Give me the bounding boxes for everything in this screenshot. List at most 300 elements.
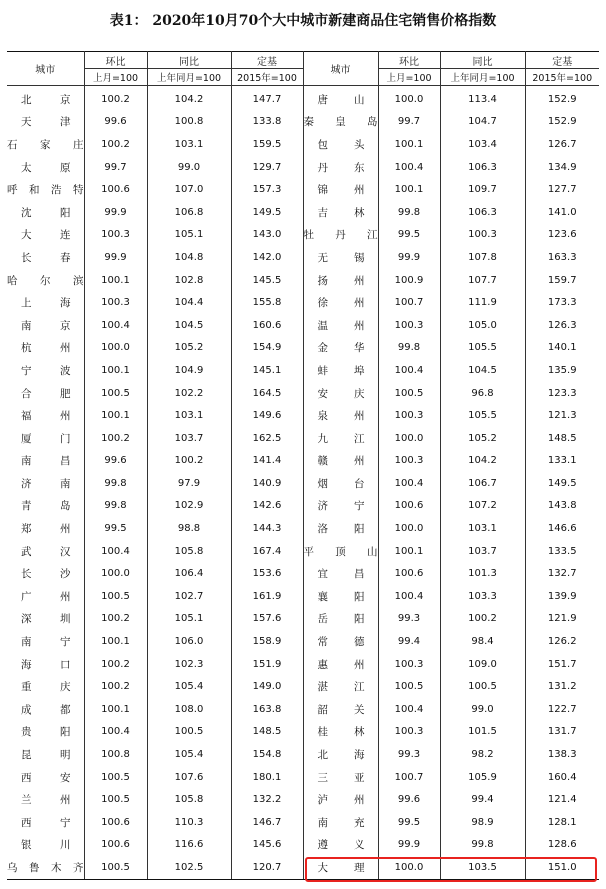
highlight-box xyxy=(305,857,597,882)
mom-cell-right: 100.4 xyxy=(378,698,440,721)
base-cell-right: 146.6 xyxy=(547,523,577,535)
city-cell-left: 杭州 xyxy=(7,337,84,360)
header-city-right: 城市 xyxy=(303,52,378,86)
mom-cell-right: 100.3 xyxy=(378,404,440,427)
city-cell-left: 济南 xyxy=(7,472,84,495)
mom-cell-right: 100.1 xyxy=(378,178,440,201)
yoy-cell-left: 116.6 xyxy=(147,834,231,857)
city-cell-left: 长沙 xyxy=(7,562,84,585)
city-cell-right: 三亚 xyxy=(303,766,378,789)
table-row xyxy=(7,585,599,608)
city-cell-right: 温州 xyxy=(303,314,378,337)
base-cell-left: 145.5 xyxy=(231,269,303,292)
base-cell-left: 160.6 xyxy=(231,314,303,337)
yoy-cell-left: 105.1 xyxy=(147,608,231,631)
mom-cell-left: 99.9 xyxy=(84,246,147,269)
city-cell-right: 九江 xyxy=(303,427,378,450)
mom-cell-left: 100.1 xyxy=(84,359,147,382)
city-cell-left: 大连 xyxy=(7,224,84,247)
base-cell-right: 128.6 xyxy=(547,839,577,851)
mom-cell-right: 100.1 xyxy=(378,540,440,563)
header-mom-right: 环比 xyxy=(378,52,440,69)
base-cell-left: 159.5 xyxy=(231,133,303,156)
city-cell-left: 青岛 xyxy=(7,495,84,518)
mom-cell-left: 100.2 xyxy=(84,133,147,156)
base-cell-left: 147.7 xyxy=(231,86,303,111)
city-cell-left: 福州 xyxy=(7,404,84,427)
base-cell-left: 163.8 xyxy=(231,698,303,721)
city-cell-right: 平顶山 xyxy=(303,540,378,563)
base-cell-right: 121.9 xyxy=(547,613,577,625)
base-cell-left: 148.5 xyxy=(231,721,303,744)
city-cell-left: 兰州 xyxy=(7,788,84,811)
mom-cell-left: 100.2 xyxy=(84,653,147,676)
mom-cell-right: 99.9 xyxy=(378,834,440,857)
base-cell-left: 154.9 xyxy=(231,337,303,360)
base-cell-right: 127.7 xyxy=(547,184,577,196)
city-cell-right: 包头 xyxy=(303,133,378,156)
yoy-cell-left: 105.4 xyxy=(147,743,231,766)
mom-cell-left: 99.6 xyxy=(84,111,147,134)
yoy-cell-right: 99.0 xyxy=(440,698,525,721)
yoy-cell-left: 106.8 xyxy=(147,201,231,224)
base-cell-left: 161.9 xyxy=(231,585,303,608)
city-cell-left: 合肥 xyxy=(7,382,84,405)
city-cell-right: 襄阳 xyxy=(303,585,378,608)
yoy-cell-right: 103.3 xyxy=(440,585,525,608)
base-cell-right: 121.4 xyxy=(547,794,577,806)
mom-cell-left: 100.5 xyxy=(84,585,147,608)
header-base-left: 定基 xyxy=(231,52,303,69)
base-cell-left: 162.5 xyxy=(231,427,303,450)
table-body xyxy=(7,86,599,880)
table-row xyxy=(7,337,599,360)
city-cell-right: 宜昌 xyxy=(303,562,378,585)
yoy-cell-right: 104.2 xyxy=(440,450,525,473)
yoy-cell-right: 107.8 xyxy=(440,246,525,269)
city-cell-left: 南京 xyxy=(7,314,84,337)
mom-cell-left: 99.8 xyxy=(84,495,147,518)
yoy-cell-left: 106.0 xyxy=(147,630,231,653)
mom-cell-right: 100.6 xyxy=(378,495,440,518)
mom-cell-left: 100.1 xyxy=(84,404,147,427)
base-cell-right: 140.1 xyxy=(547,342,577,354)
base-cell-right: 151.0 xyxy=(525,856,599,879)
city-cell-right: 牡丹江 xyxy=(303,224,378,247)
city-cell-left: 郑州 xyxy=(7,517,84,540)
table-row xyxy=(7,788,599,811)
city-cell-left: 广州 xyxy=(7,585,84,608)
mom-cell-right: 99.3 xyxy=(378,608,440,631)
yoy-cell-left: 105.1 xyxy=(147,224,231,247)
mom-cell-left: 100.5 xyxy=(84,382,147,405)
header-base-sub-right: 2015年=100 xyxy=(525,69,599,86)
city-cell-right: 赣州 xyxy=(303,450,378,473)
yoy-cell-right: 100.2 xyxy=(440,608,525,631)
yoy-cell-left: 103.1 xyxy=(147,133,231,156)
yoy-cell-left: 103.1 xyxy=(147,404,231,427)
yoy-cell-right: 103.5 xyxy=(440,856,525,879)
city-cell-left: 太原 xyxy=(7,156,84,179)
city-cell-left: 天津 xyxy=(7,111,84,134)
mom-cell-right: 100.4 xyxy=(378,359,440,382)
mom-cell-right: 100.9 xyxy=(378,269,440,292)
mom-cell-left: 100.5 xyxy=(84,788,147,811)
yoy-cell-left: 102.2 xyxy=(147,382,231,405)
mom-cell-right: 99.3 xyxy=(378,743,440,766)
header-base-sub-left: 2015年=100 xyxy=(231,69,303,86)
table-row xyxy=(7,834,599,857)
yoy-cell-left: 107.6 xyxy=(147,766,231,789)
mom-cell-right: 99.4 xyxy=(378,630,440,653)
yoy-cell-left: 104.2 xyxy=(147,86,231,111)
mom-cell-right: 100.4 xyxy=(378,585,440,608)
table-row xyxy=(7,133,599,156)
city-cell-right: 秦皇岛 xyxy=(303,111,378,134)
base-cell-right: 121.3 xyxy=(547,410,577,422)
mom-cell-left: 100.3 xyxy=(84,291,147,314)
city-cell-right: 无锡 xyxy=(303,246,378,269)
base-cell-left: 151.9 xyxy=(231,653,303,676)
yoy-cell-right: 113.4 xyxy=(440,86,525,111)
base-cell-left: 142.0 xyxy=(231,246,303,269)
base-cell-left: 140.9 xyxy=(231,472,303,495)
yoy-cell-right: 105.9 xyxy=(440,766,525,789)
table-row xyxy=(7,743,599,766)
city-cell-left: 石家庄 xyxy=(7,133,84,156)
city-cell-right: 大理 xyxy=(303,856,378,879)
table-row xyxy=(7,653,599,676)
base-cell-left: 143.0 xyxy=(231,224,303,247)
base-cell-left: 146.7 xyxy=(231,811,303,834)
base-cell-right: 123.3 xyxy=(547,387,577,399)
yoy-cell-left: 102.3 xyxy=(147,653,231,676)
city-cell-left: 沈阳 xyxy=(7,201,84,224)
mom-cell-right: 99.8 xyxy=(378,201,440,224)
base-cell-right: 152.9 xyxy=(547,116,577,128)
yoy-cell-right: 99.8 xyxy=(440,834,525,857)
yoy-cell-left: 102.5 xyxy=(147,856,231,879)
mom-cell-left: 100.6 xyxy=(84,834,147,857)
base-cell-left: 145.1 xyxy=(231,359,303,382)
city-cell-right: 岳阳 xyxy=(303,608,378,631)
mom-cell-left: 100.2 xyxy=(84,675,147,698)
yoy-cell-left: 98.8 xyxy=(147,517,231,540)
table-row xyxy=(7,314,599,337)
yoy-cell-right: 109.7 xyxy=(440,178,525,201)
table-row xyxy=(7,291,599,314)
city-cell-right: 蚌埠 xyxy=(303,359,378,382)
header-city-left: 城市 xyxy=(7,52,84,86)
city-cell-right: 湛江 xyxy=(303,675,378,698)
base-cell-right: 160.4 xyxy=(547,771,577,783)
yoy-cell-left: 100.5 xyxy=(147,721,231,744)
table-row xyxy=(7,811,599,834)
mom-cell-right: 100.0 xyxy=(378,856,440,879)
mom-cell-right: 99.9 xyxy=(378,246,440,269)
base-cell-right: 159.7 xyxy=(547,274,577,286)
yoy-cell-right: 105.5 xyxy=(440,404,525,427)
city-cell-left: 贵阳 xyxy=(7,721,84,744)
yoy-cell-left: 100.8 xyxy=(147,111,231,134)
yoy-cell-left: 105.8 xyxy=(147,540,231,563)
mom-cell-right: 99.5 xyxy=(378,224,440,247)
city-cell-right: 洛阳 xyxy=(303,517,378,540)
city-cell-left: 西宁 xyxy=(7,811,84,834)
city-cell-left: 海口 xyxy=(7,653,84,676)
base-cell-right: 131.2 xyxy=(547,681,577,693)
base-cell-right: 141.0 xyxy=(547,206,577,218)
mom-cell-right: 100.5 xyxy=(378,675,440,698)
yoy-cell-left: 105.2 xyxy=(147,337,231,360)
yoy-cell-right: 111.9 xyxy=(440,291,525,314)
table-row xyxy=(7,201,599,224)
base-cell-left: 132.2 xyxy=(231,788,303,811)
table-row xyxy=(7,269,599,292)
base-cell-right: 163.3 xyxy=(547,251,577,263)
city-cell-left: 深圳 xyxy=(7,608,84,631)
base-cell-right: 143.8 xyxy=(547,500,577,512)
base-cell-right: 138.3 xyxy=(547,749,577,761)
base-cell-left: 180.1 xyxy=(231,766,303,789)
city-cell-right: 锦州 xyxy=(303,178,378,201)
city-cell-left: 重庆 xyxy=(7,675,84,698)
table-row xyxy=(7,382,599,405)
base-cell-left: 154.8 xyxy=(231,743,303,766)
yoy-cell-right: 99.4 xyxy=(440,788,525,811)
mom-cell-left: 100.3 xyxy=(84,224,147,247)
city-cell-right: 常德 xyxy=(303,630,378,653)
header-mom-sub-right: 上月=100 xyxy=(378,69,440,86)
yoy-cell-left: 102.9 xyxy=(147,495,231,518)
city-cell-left: 长春 xyxy=(7,246,84,269)
city-cell-left: 乌鲁木齐 xyxy=(7,856,84,879)
mom-cell-left: 100.0 xyxy=(84,562,147,585)
mom-cell-right: 100.6 xyxy=(378,562,440,585)
yoy-cell-left: 100.2 xyxy=(147,450,231,473)
base-cell-right: 134.9 xyxy=(547,161,577,173)
city-cell-right: 泸州 xyxy=(303,788,378,811)
yoy-cell-left: 102.7 xyxy=(147,585,231,608)
yoy-cell-right: 109.0 xyxy=(440,653,525,676)
mom-cell-right: 100.1 xyxy=(378,133,440,156)
table-title: 表1： 2020年10月70个大中城市新建商品住宅销售价格指数 xyxy=(109,13,497,29)
yoy-cell-right: 101.5 xyxy=(440,721,525,744)
table-row xyxy=(7,86,599,111)
table-row xyxy=(7,156,599,179)
mom-cell-left: 100.1 xyxy=(84,698,147,721)
mom-cell-right: 100.3 xyxy=(378,653,440,676)
city-cell-right: 扬州 xyxy=(303,269,378,292)
mom-cell-left: 100.6 xyxy=(84,178,147,201)
city-cell-left: 呼和浩特 xyxy=(7,178,84,201)
mom-cell-right: 99.8 xyxy=(378,337,440,360)
base-cell-left: 155.8 xyxy=(231,291,303,314)
yoy-cell-left: 107.0 xyxy=(147,178,231,201)
mom-cell-left: 100.4 xyxy=(84,314,147,337)
table-row xyxy=(7,246,599,269)
yoy-cell-right: 106.3 xyxy=(440,201,525,224)
city-cell-right: 吉林 xyxy=(303,201,378,224)
city-cell-right: 唐山 xyxy=(303,86,378,111)
table-row xyxy=(7,495,599,518)
table-row xyxy=(7,427,599,450)
header-yoy-sub-left: 上年同月=100 xyxy=(147,69,231,86)
base-cell-right: 122.7 xyxy=(547,703,577,715)
city-cell-right: 桂林 xyxy=(303,721,378,744)
base-cell-left: 133.8 xyxy=(231,111,303,134)
mom-cell-right: 99.6 xyxy=(378,788,440,811)
yoy-cell-right: 105.0 xyxy=(440,314,525,337)
yoy-cell-left: 105.8 xyxy=(147,788,231,811)
mom-cell-right: 100.4 xyxy=(378,472,440,495)
base-cell-left: 129.7 xyxy=(231,156,303,179)
base-cell-right: 139.9 xyxy=(547,590,577,602)
base-cell-left: 149.0 xyxy=(231,675,303,698)
yoy-cell-left: 104.4 xyxy=(147,291,231,314)
city-cell-left: 哈尔滨 xyxy=(7,269,84,292)
mom-cell-left: 100.5 xyxy=(84,766,147,789)
city-cell-left: 南昌 xyxy=(7,450,84,473)
yoy-cell-right: 104.7 xyxy=(440,111,525,134)
yoy-cell-left: 102.8 xyxy=(147,269,231,292)
base-cell-left: 157.3 xyxy=(231,178,303,201)
yoy-cell-left: 104.8 xyxy=(147,246,231,269)
base-cell-right: 123.6 xyxy=(547,229,577,241)
yoy-cell-right: 103.1 xyxy=(440,517,525,540)
base-cell-right: 173.3 xyxy=(547,297,577,309)
yoy-cell-right: 98.4 xyxy=(440,630,525,653)
base-cell-left: 142.6 xyxy=(231,495,303,518)
yoy-cell-left: 106.4 xyxy=(147,562,231,585)
base-cell-right: 135.9 xyxy=(547,364,577,376)
yoy-cell-left: 99.0 xyxy=(147,156,231,179)
base-cell-left: 164.5 xyxy=(231,382,303,405)
mom-cell-left: 100.1 xyxy=(84,269,147,292)
mom-cell-left: 99.8 xyxy=(84,472,147,495)
city-cell-left: 上海 xyxy=(7,291,84,314)
header-yoy-sub-right: 上年同月=100 xyxy=(440,69,525,86)
city-cell-right: 惠州 xyxy=(303,653,378,676)
table-row xyxy=(7,540,599,563)
city-cell-right: 济宁 xyxy=(303,495,378,518)
mom-cell-right: 99.5 xyxy=(378,811,440,834)
price-index-table xyxy=(7,51,599,880)
yoy-cell-left: 110.3 xyxy=(147,811,231,834)
city-cell-right: 北海 xyxy=(303,743,378,766)
mom-cell-left: 99.7 xyxy=(84,156,147,179)
mom-cell-right: 100.0 xyxy=(378,427,440,450)
city-cell-left: 北京 xyxy=(7,86,84,111)
mom-cell-right: 100.5 xyxy=(378,382,440,405)
mom-cell-left: 99.5 xyxy=(84,517,147,540)
table-row xyxy=(7,359,599,382)
base-cell-left: 144.3 xyxy=(231,517,303,540)
base-cell-left: 145.6 xyxy=(231,834,303,857)
mom-cell-left: 100.8 xyxy=(84,743,147,766)
header-row-main xyxy=(7,52,599,69)
city-cell-left: 成都 xyxy=(7,698,84,721)
yoy-cell-left: 104.9 xyxy=(147,359,231,382)
mom-cell-left: 100.2 xyxy=(84,86,147,111)
city-cell-right: 金华 xyxy=(303,337,378,360)
mom-cell-left: 100.5 xyxy=(84,856,147,879)
yoy-cell-right: 103.4 xyxy=(440,133,525,156)
mom-cell-left: 100.2 xyxy=(84,427,147,450)
base-cell-right: 131.7 xyxy=(547,726,577,738)
city-cell-left: 昆明 xyxy=(7,743,84,766)
table-row xyxy=(7,450,599,473)
base-cell-left: 157.6 xyxy=(231,608,303,631)
city-cell-right: 遵义 xyxy=(303,834,378,857)
header-yoy-right: 同比 xyxy=(440,52,525,69)
city-cell-right: 安庆 xyxy=(303,382,378,405)
city-cell-left: 西安 xyxy=(7,766,84,789)
mom-cell-right: 100.0 xyxy=(378,86,440,111)
yoy-cell-right: 105.2 xyxy=(440,427,525,450)
yoy-cell-right: 100.5 xyxy=(440,675,525,698)
yoy-cell-right: 96.8 xyxy=(440,382,525,405)
base-cell-left: 141.4 xyxy=(231,450,303,473)
city-cell-right: 泉州 xyxy=(303,404,378,427)
mom-cell-left: 100.4 xyxy=(84,540,147,563)
base-cell-right: 133.5 xyxy=(547,545,577,557)
yoy-cell-right: 100.3 xyxy=(440,224,525,247)
yoy-cell-right: 104.5 xyxy=(440,359,525,382)
yoy-cell-left: 105.4 xyxy=(147,675,231,698)
yoy-cell-left: 97.9 xyxy=(147,472,231,495)
mom-cell-right: 100.7 xyxy=(378,291,440,314)
yoy-cell-left: 108.0 xyxy=(147,698,231,721)
header-yoy-left: 同比 xyxy=(147,52,231,69)
city-cell-right: 南充 xyxy=(303,811,378,834)
base-cell-right: 133.1 xyxy=(547,455,577,467)
mom-cell-left: 100.2 xyxy=(84,608,147,631)
mom-cell-left: 100.6 xyxy=(84,811,147,834)
mom-cell-right: 100.3 xyxy=(378,721,440,744)
yoy-cell-right: 98.2 xyxy=(440,743,525,766)
header-mom-sub-left: 上月=100 xyxy=(84,69,147,86)
mom-cell-left: 100.0 xyxy=(84,337,147,360)
yoy-cell-left: 103.7 xyxy=(147,427,231,450)
base-cell-right: 152.9 xyxy=(547,93,577,105)
base-cell-left: 120.7 xyxy=(231,856,303,879)
table-row xyxy=(7,721,599,744)
city-cell-right: 韶关 xyxy=(303,698,378,721)
yoy-cell-right: 107.2 xyxy=(440,495,525,518)
yoy-cell-right: 107.7 xyxy=(440,269,525,292)
yoy-cell-left: 104.5 xyxy=(147,314,231,337)
table-row xyxy=(7,698,599,721)
base-cell-left: 149.5 xyxy=(231,201,303,224)
table-row xyxy=(7,517,599,540)
city-cell-right: 徐州 xyxy=(303,291,378,314)
yoy-cell-right: 106.3 xyxy=(440,156,525,179)
base-cell-right: 126.3 xyxy=(547,319,577,331)
table-row xyxy=(7,224,599,247)
yoy-cell-right: 101.3 xyxy=(440,562,525,585)
yoy-cell-right: 103.7 xyxy=(440,540,525,563)
base-cell-right: 151.7 xyxy=(547,658,577,670)
base-cell-left: 167.4 xyxy=(231,540,303,563)
mom-cell-left: 99.9 xyxy=(84,201,147,224)
table-row xyxy=(7,608,599,631)
mom-cell-left: 100.4 xyxy=(84,721,147,744)
table-row xyxy=(7,675,599,698)
base-cell-right: 148.5 xyxy=(547,432,577,444)
mom-cell-left: 100.1 xyxy=(84,630,147,653)
table-row xyxy=(7,630,599,653)
